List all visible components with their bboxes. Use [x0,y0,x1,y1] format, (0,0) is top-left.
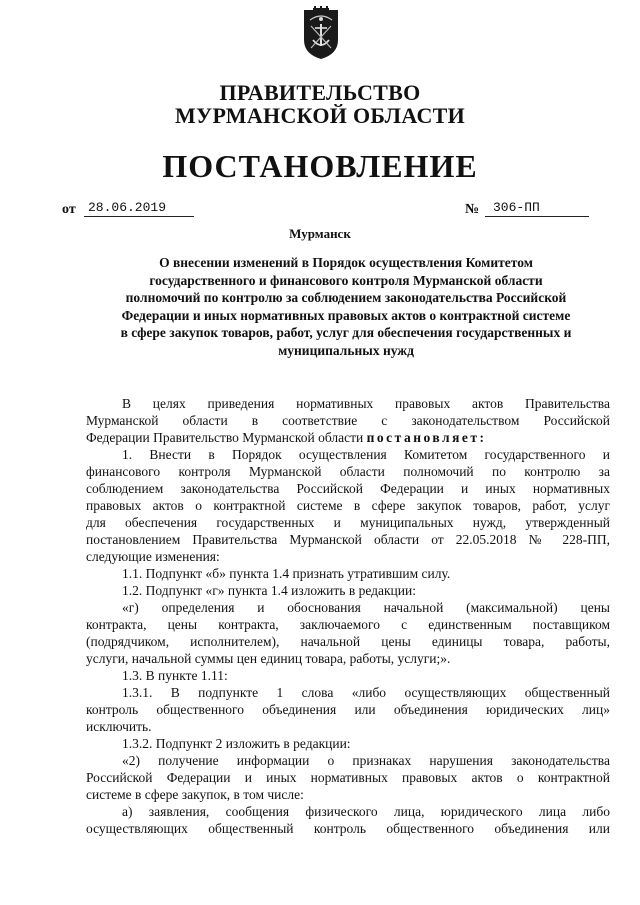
text-line: Российской Федерации и иных нормативных правовых актов о контрактной [86,770,610,785]
text-line: услуги, начальной суммы цен единиц товара, работы, услуги;». [86,651,451,666]
text-line: для обеспечения государственных и муниципальных нужд, утвержденный [86,515,610,530]
title-line: в сфере закупок товаров, работ, услуг для обеспечения государственных и [120,325,572,340]
document-date: 28.06.2019 [84,199,194,217]
text-line: исключить. [86,719,152,734]
text-line: «г) определения и обоснования начальной (максимальной) цены [122,600,610,615]
number-prefix: № [465,202,480,217]
title-line: Федерации и иных нормативных правовых актов о контрактной системе [121,307,571,323]
document-number: 306-ПП [485,199,589,217]
organization-name-line2: МУРМАНСКОЙ ОБЛАСТИ [174,103,466,128]
text-line: «2) получение информации о признаках нарушения законодательства [122,753,610,768]
text-line: системе в сфере закупок, в том числе: [86,787,304,802]
title-line: муниципальных нужд [278,342,414,358]
document-body [86,395,610,837]
text-line: соблюдением законодательства Российской Федерации и иных нормативных [86,481,610,496]
date-prefix: от [62,202,76,217]
text-line: 1.3.2. Подпункт 2 изложить в редакции: [122,736,351,751]
coat-of-arms-icon [302,6,340,60]
title-line: полномочий по контролю за соблюдением законодательства Российской [125,290,567,305]
text-line: а) заявления, сообщения физического лица, юридического лица либо [122,804,610,819]
text-line: правовых актов о контрактной системе в сфере закупок товаров, работ, услуг [86,498,610,513]
text-line: 1.1. Подпункт «б» пункта 1.4 признать утратившим силу. [122,566,451,581]
text-line: контракта, цены контракта, заключаемого с единственным поставщиком [86,617,610,632]
text-line: контроль общественного объединения или объединения юридических лиц» [86,702,610,717]
text-line: 1.3. В пункте 1.11: [122,668,228,683]
document-title [86,254,606,359]
text-line: осуществляющих общественный контроль общественного объединения или [86,821,610,836]
text-line [86,429,610,446]
text-line: финансового контроля Мурманской области полномочий по контролю за [86,464,610,479]
title-line: государственного и финансового контроля Мурманской области [149,272,543,288]
text-line: (подрядчиком, исполнителем), начальной цены единицы товара, работы, [86,634,610,649]
text-fragment: Федерации Правительство Мурманской области [86,430,367,445]
organization-name-line1: ПРАВИТЕЛЬСТВО [219,80,421,105]
text-line: 1.2. Подпункт «г» пункта 1.4 изложить в редакции: [122,583,416,598]
text-line: следующие изменения: [86,549,220,564]
title-line: О внесении изменений в Порядок осуществления Комитетом [159,255,533,270]
document-type: ПОСТАНОВЛЕНИЕ [162,148,478,184]
text-line: В целях приведения нормативных правовых актов Правительства [122,396,610,411]
text-line: постановлением Правительства Мурманской области от 22.05.2018 № 228-ПП, [86,532,610,547]
decree-keyword: постановляет: [366,430,487,445]
text-line: Мурманской области в соответствие с законодательством Российской [86,413,610,428]
city: Мурманск [289,226,351,241]
text-line: 1. Внести в Порядок осуществления Комитетом государственного и [122,447,610,462]
text-line: 1.3.1. В подпункте 1 слова «либо осуществляющих общественный [122,685,610,700]
